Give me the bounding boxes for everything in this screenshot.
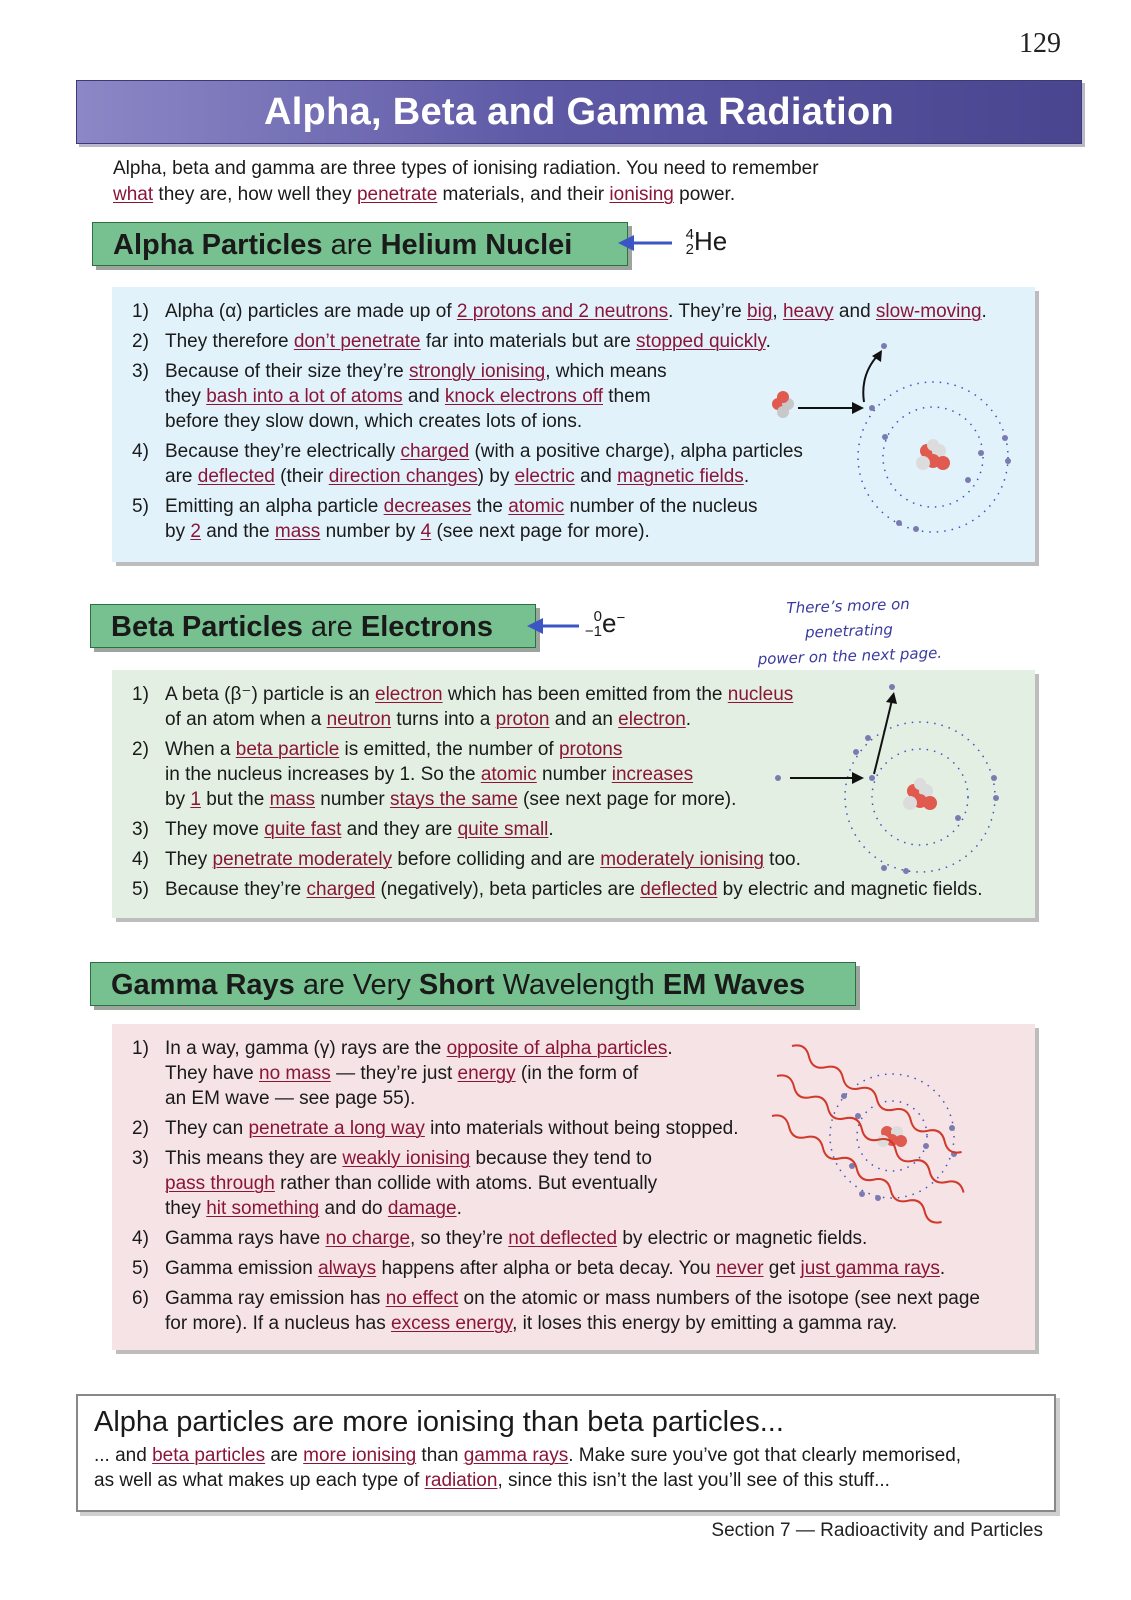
keyword: decreases — [383, 496, 472, 517]
keyword: weakly ionising — [342, 1148, 471, 1169]
text-fragment: Because they’re electrically — [165, 441, 401, 462]
keyword: knock electrons off — [444, 386, 603, 407]
item-number: 3) — [132, 1148, 149, 1169]
item-number: 3) — [132, 361, 149, 382]
keyword: excess energy — [391, 1313, 513, 1334]
text-fragment: , it loses this energy by emitting a gamma ray. — [512, 1313, 898, 1334]
text-fragment: happens after alpha or beta decay. You — [376, 1258, 716, 1279]
keyword: moderately ionising — [600, 849, 764, 870]
item-number: 1) — [132, 1038, 149, 1059]
keyword: penetrate a long way — [248, 1118, 425, 1139]
text-fragment: by — [165, 521, 191, 542]
item-number: 4) — [132, 1228, 149, 1249]
nucleus-icon — [903, 778, 937, 810]
keyword: always — [318, 1258, 377, 1279]
text-fragment: . They’re — [668, 301, 748, 322]
text-fragment: number — [315, 789, 390, 810]
mass-number: 4 — [685, 226, 694, 244]
text-fragment: (in the form of — [515, 1063, 639, 1084]
arrow-left-icon — [525, 613, 583, 641]
text-fragment: number — [536, 764, 612, 785]
text-fragment: far into materials but are — [420, 331, 637, 352]
keyword: not deflected — [508, 1228, 618, 1249]
text-fragment: A beta (β⁻) particle is an — [165, 684, 375, 705]
text-fragment: (see next page for more). — [517, 789, 737, 810]
list-item — [132, 299, 1015, 324]
text-fragment: . — [685, 709, 692, 730]
keyword: atomic — [480, 764, 537, 785]
heading-text: Wavelength — [494, 969, 663, 1001]
text-fragment: are — [165, 466, 198, 487]
text-fragment: ... and — [94, 1445, 153, 1466]
keyword: heavy — [782, 301, 834, 322]
keyword: stopped quickly — [636, 331, 766, 352]
nuclide-symbol: He — [694, 226, 728, 256]
text-fragment: and — [402, 386, 445, 407]
text-fragment: but the — [200, 789, 270, 810]
text-fragment: and — [833, 301, 876, 322]
keyword: nucleus — [727, 684, 794, 705]
keyword: stays the same — [390, 789, 518, 810]
keyword: no mass — [259, 1063, 331, 1084]
keyword: gamma rays — [463, 1445, 569, 1466]
text-fragment: Gamma ray emission has — [165, 1288, 386, 1309]
text-fragment: They have — [165, 1063, 259, 1084]
keyword: damage — [387, 1198, 457, 1219]
gamma-wave-icon — [769, 1042, 966, 1226]
text-fragment: is emitted, the number of — [339, 739, 559, 760]
text-fragment: They therefore — [165, 331, 294, 352]
text-fragment: number of the nucleus — [564, 496, 758, 517]
nucleus-icon — [916, 439, 950, 470]
keyword: no effect — [385, 1288, 459, 1309]
text-fragment: ) by — [477, 466, 515, 487]
text-fragment: (negatively), beta particles are — [375, 879, 641, 900]
keyword: beta particle — [235, 739, 340, 760]
keyword: energy — [457, 1063, 516, 1084]
keyword: don’t penetrate — [293, 331, 421, 352]
text-fragment: . — [667, 1038, 673, 1059]
heading-bold: Alpha Particles — [113, 229, 323, 261]
text-fragment: Because of their size they’re — [165, 361, 409, 382]
mass-number: 0 — [593, 608, 602, 626]
text-fragment: than — [416, 1445, 464, 1466]
heading-bold: Beta Particles — [111, 611, 303, 643]
text-fragment: Gamma rays have — [165, 1228, 326, 1249]
keyword: proton — [495, 709, 550, 730]
text-fragment: they — [165, 1198, 207, 1219]
intro-text: power. — [673, 184, 736, 205]
note-text: power on the next page. — [757, 643, 943, 669]
text-fragment: Alpha (α) particles are made up of — [165, 301, 457, 322]
text-fragment: (with a positive charge), alpha particles — [469, 441, 803, 462]
keyword: electric — [514, 466, 575, 487]
text-fragment: When a — [165, 739, 236, 760]
keyword: ionising — [609, 184, 674, 205]
keyword: penetrate — [356, 184, 438, 205]
text-fragment: (see next page for more). — [431, 521, 650, 542]
intro-text: they are, how well they — [153, 184, 357, 205]
text-fragment: and — [574, 466, 618, 487]
text-fragment: In a way, gamma (γ) rays are the — [165, 1038, 447, 1059]
item-number: 1) — [132, 684, 149, 705]
heading-bold: Helium Nuclei — [380, 229, 573, 261]
keyword: pass through — [165, 1173, 275, 1194]
text-fragment: on the atomic or mass numbers of the isotope (see next page — [458, 1288, 980, 1309]
text-fragment: , since this isn’t the last you’ll see of this stuff... — [497, 1470, 890, 1491]
keyword: no charge — [325, 1228, 411, 1249]
text-fragment: turns into a — [391, 709, 496, 730]
keyword: never — [716, 1258, 764, 1279]
item-number: 4) — [132, 441, 149, 462]
keyword: bash into a lot of atoms — [206, 386, 403, 407]
keyword: 2 protons and 2 neutrons — [456, 301, 669, 322]
keyword: atomic — [508, 496, 565, 517]
text-fragment: . — [765, 331, 771, 352]
text-fragment: , which means — [545, 361, 667, 382]
text-fragment: which has been emitted from the — [442, 684, 728, 705]
text-fragment: , so they’re — [410, 1228, 509, 1249]
text-fragment: . — [981, 301, 987, 322]
text-fragment: before they slow down, which creates lots of ions. — [165, 411, 583, 432]
keyword: more ionising — [303, 1445, 417, 1466]
keyword: just gamma rays — [800, 1258, 940, 1279]
heading-text: are — [322, 229, 381, 261]
summary-box — [76, 1394, 1056, 1512]
keyword: charged — [400, 441, 470, 462]
handwritten-note — [743, 590, 955, 672]
item-number: 3) — [132, 819, 149, 840]
item-number: 4) — [132, 849, 149, 870]
text-fragment: the — [471, 496, 509, 517]
summary-heading: Alpha particles are more ionising than beta particles... — [94, 1406, 784, 1438]
keyword: opposite of alpha particles — [446, 1038, 668, 1059]
intro-text: Alpha, beta and gamma are three types of ionising radiation. You need to remember — [113, 158, 819, 179]
beta-heading — [90, 604, 536, 648]
keyword: penetrate moderately — [212, 849, 393, 870]
text-fragment: They can — [165, 1118, 249, 1139]
keyword: 1 — [190, 789, 201, 810]
text-fragment: and do — [319, 1198, 388, 1219]
nuclide-numbers — [680, 228, 694, 258]
keyword: deflected — [197, 466, 275, 487]
keyword: what — [113, 184, 154, 205]
keyword: quite fast — [264, 819, 342, 840]
heading-bold: Short — [418, 969, 495, 1001]
heading-bold: Electrons — [360, 611, 494, 643]
heading-bold: Gamma Rays — [111, 969, 295, 1001]
text-fragment: as well as what makes up each type of — [94, 1470, 425, 1491]
intro-paragraph — [113, 156, 1013, 208]
keyword: mass — [274, 521, 321, 542]
keyword: strongly ionising — [408, 361, 546, 382]
text-fragment: This means they are — [165, 1148, 343, 1169]
text-fragment: . Make sure you’ve got that clearly memorised, — [568, 1445, 962, 1466]
keyword: 4 — [420, 521, 432, 542]
item-number: 2) — [132, 739, 149, 760]
item-number: 2) — [132, 331, 149, 352]
text-fragment: in the nucleus increases by 1. So the — [165, 764, 481, 785]
text-fragment: Emitting an alpha particle — [165, 496, 384, 517]
atomic-number: 2 — [685, 241, 694, 259]
footer-section-label: Section 7 — Radioactivity and Particles — [711, 1520, 1043, 1541]
electron-nuclide — [582, 608, 625, 640]
text-fragment: and the — [200, 521, 275, 542]
text-fragment: (their — [274, 466, 329, 487]
text-fragment: by electric and magnetic fields. — [717, 879, 983, 900]
item-number: 5) — [132, 496, 149, 517]
text-fragment: get — [763, 1258, 801, 1279]
beta-atom-diagram — [770, 682, 1010, 882]
text-fragment: by — [165, 789, 191, 810]
heading-bold: EM Waves — [662, 969, 806, 1001]
keyword: 2 — [190, 521, 201, 542]
alpha-atom-diagram — [768, 340, 1028, 540]
heading-text: are — [302, 611, 361, 643]
helium-nuclide — [680, 226, 727, 258]
item-number: 6) — [132, 1288, 149, 1309]
alpha-particle-icon — [772, 391, 794, 418]
item-number: 1) — [132, 301, 149, 322]
keyword: slow-moving — [875, 301, 982, 322]
text-fragment: . — [939, 1258, 946, 1279]
intro-text: materials, and their — [437, 184, 610, 205]
arrow-left-icon — [616, 230, 676, 258]
gamma-heading — [90, 962, 856, 1006]
keyword: increases — [611, 764, 694, 785]
summary-text — [94, 1443, 1038, 1493]
text-fragment: before colliding and are — [392, 849, 601, 870]
text-fragment: are — [265, 1445, 304, 1466]
text-fragment: rather than collide with atoms. But eventually — [274, 1173, 658, 1194]
item-number: 5) — [132, 879, 149, 900]
text-fragment: into materials without being stopped. — [424, 1118, 739, 1139]
keyword: neutron — [326, 709, 392, 730]
alpha-heading — [92, 222, 628, 266]
text-fragment: Because they’re — [165, 879, 307, 900]
text-fragment: and an — [549, 709, 619, 730]
note-text: There’s more on penetrating — [786, 594, 911, 642]
text-fragment: . — [743, 466, 750, 487]
list-item — [132, 1256, 1015, 1281]
keyword: mass — [269, 789, 316, 810]
keyword: hit something — [206, 1198, 320, 1219]
text-fragment: an EM wave — see page 55). — [165, 1088, 416, 1109]
nuclide-charge: − — [616, 609, 626, 627]
keyword: electron — [375, 684, 443, 705]
text-fragment: number by — [320, 521, 421, 542]
list-item — [132, 1286, 1015, 1336]
text-fragment: They — [165, 849, 213, 870]
keyword: charged — [306, 879, 376, 900]
title-bar — [76, 80, 1082, 144]
heading-text: are Very — [294, 969, 419, 1001]
item-number: 2) — [132, 1118, 149, 1139]
item-number: 5) — [132, 1258, 149, 1279]
keyword: magnetic fields — [617, 466, 744, 487]
text-fragment: Gamma emission — [165, 1258, 319, 1279]
text-fragment: for more). If a nucleus has — [165, 1313, 391, 1334]
keyword: protons — [558, 739, 623, 760]
text-fragment: . — [456, 1198, 462, 1219]
gamma-atom-diagram — [772, 1036, 1027, 1236]
text-fragment: and they are — [341, 819, 458, 840]
text-fragment: too. — [763, 849, 801, 870]
keyword: beta particles — [152, 1445, 266, 1466]
atomic-number: −1 — [584, 623, 602, 641]
keyword: electron — [618, 709, 686, 730]
text-fragment: because they tend to — [470, 1148, 652, 1169]
text-fragment: them — [603, 386, 651, 407]
keyword: direction changes — [328, 466, 478, 487]
text-fragment: They move — [165, 819, 265, 840]
keyword: big — [747, 301, 773, 322]
text-fragment: . — [548, 819, 554, 840]
keyword: radiation — [424, 1470, 498, 1491]
text-fragment: they — [165, 386, 207, 407]
page-title: Alpha, Beta and Gamma Radiation — [263, 91, 895, 133]
keyword: deflected — [640, 879, 718, 900]
text-fragment: — they’re just — [330, 1063, 458, 1084]
nuclide-numbers — [582, 610, 602, 640]
text-fragment: of an atom when a — [165, 709, 327, 730]
keyword: quite small — [457, 819, 549, 840]
nuclide-symbol: e — [602, 608, 617, 638]
text-fragment: , — [772, 301, 783, 322]
text-fragment: by electric or magnetic fields. — [617, 1228, 868, 1249]
page-number: 129 — [1019, 28, 1061, 59]
